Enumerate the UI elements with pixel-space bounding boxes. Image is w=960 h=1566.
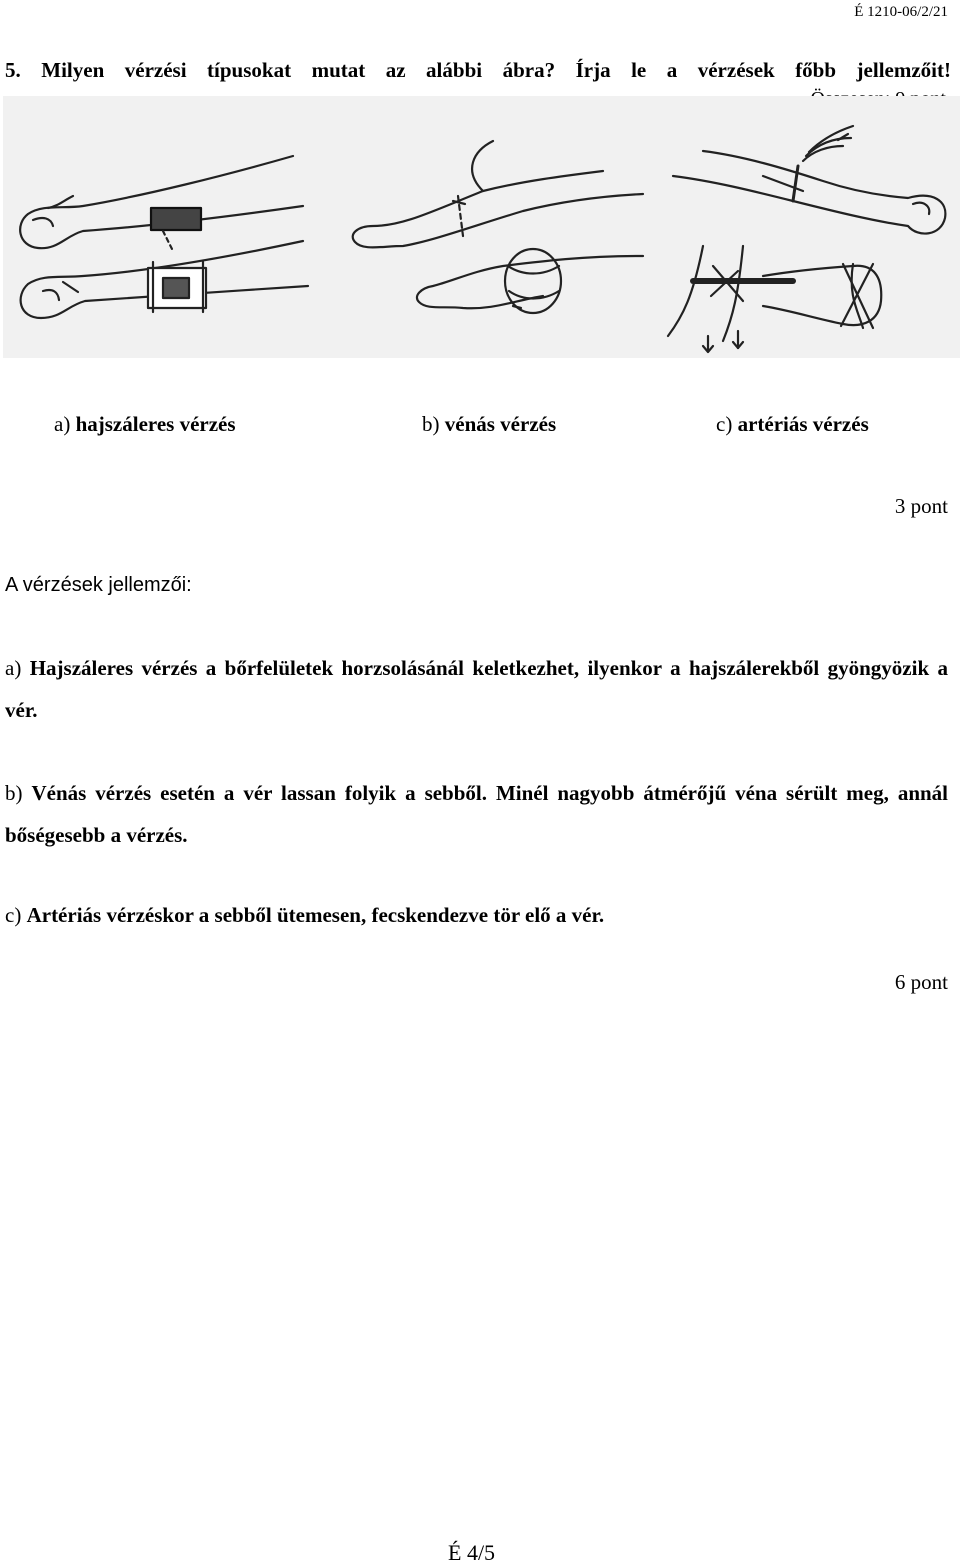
characteristics-title: A vérzések jellemzői: [5,574,192,596]
characteristic-b-text: Vénás vérzés esetén a vér lassan folyik a sebből. Minél nagyobb átmérőjű véna sérült meg, annál bőségesebb a vérzés. [5,781,949,847]
arm-capillary-illustration [20,156,308,318]
answer-c-prefix: c) [716,412,733,436]
answer-b-text: vénás vérzés [444,412,557,436]
characteristic-a-text: Hajszáleres vérzés a bőrfelületek horzsolásánál keletkezhet, ilyenkor a hajszálerekből gyöngyözik a vér. [5,656,949,722]
document-code: É 1210-06/2/21 [854,4,948,20]
answer-c-text: artériás vérzés [737,412,869,436]
page-number: É 4/5 [448,1540,496,1565]
answer-c [716,412,869,437]
answers-points: 3 pont [894,494,948,518]
characteristic-a [5,647,948,731]
arm-artery-illustration [668,126,945,352]
leg-venous-illustration [353,141,643,313]
characteristics-points: 6 pont [894,970,948,994]
answer-a-prefix: a) [54,412,71,436]
answer-a-text: hajszáleres vérzés [75,412,236,436]
characteristic-b-prefix: b) [5,781,23,805]
answer-a [54,412,236,437]
answer-b-prefix: b) [422,412,440,436]
characteristic-c [5,894,948,936]
characteristic-b [5,772,948,856]
characteristic-c-prefix: c) [5,903,22,927]
characteristic-a-prefix: a) [5,656,22,680]
bleeding-types-figure [3,96,960,358]
characteristic-c-text: Artériás vérzéskor a sebből ütemesen, fecskendezve tör elő a vér. [26,903,605,927]
answer-b [422,412,556,437]
question-text: 5. Milyen vérzési típusokat mutat az alábbi ábra? Írja le a vérzések főbb jellemzőit! [5,58,951,82]
bleeding-illustration-icon [3,96,960,358]
